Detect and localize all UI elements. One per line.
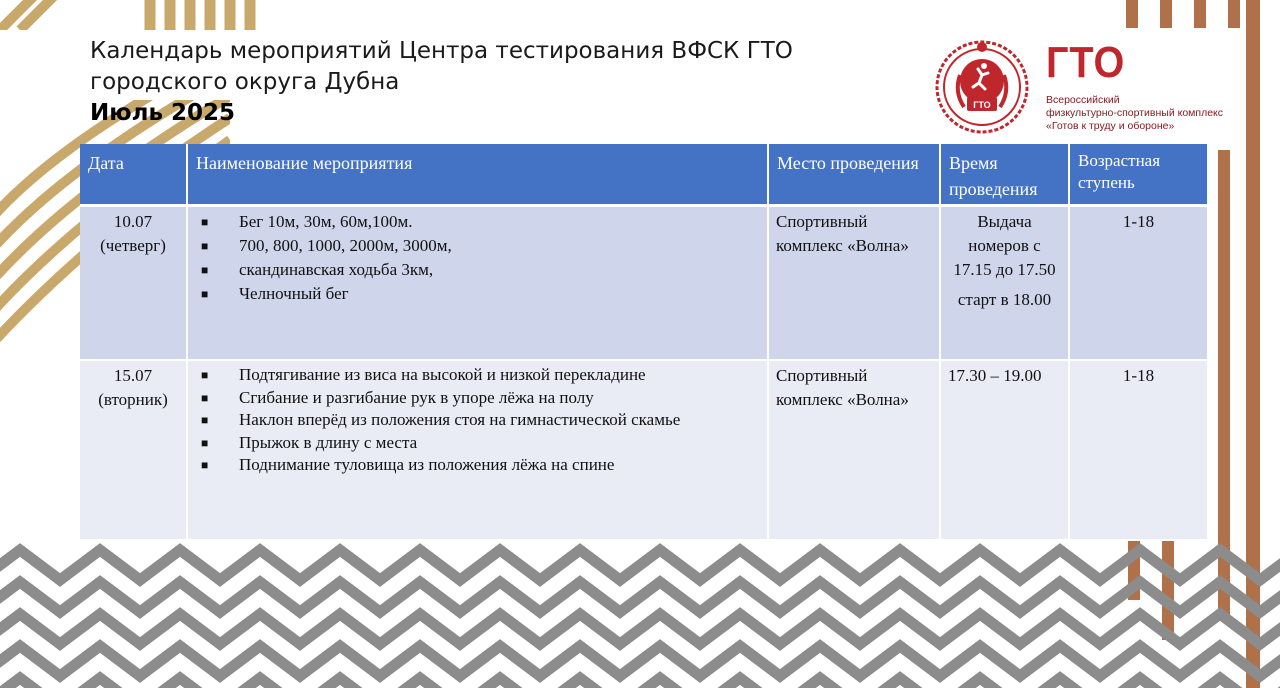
events-table	[80, 144, 1209, 541]
bullet-square-icon: ■	[201, 287, 209, 301]
gto-wordmark: ГТО	[1046, 38, 1126, 87]
list-item	[201, 432, 760, 455]
place-cell: Спортивный комплекс «Волна»	[768, 206, 940, 361]
bullet-square-icon: ■	[201, 263, 209, 277]
time-start: старт в 18.00	[957, 290, 1052, 309]
header-time: Время проведения	[940, 144, 1069, 206]
event-date: 15.07	[113, 366, 153, 385]
time-registration: Выдача номеров с 17.15 до 17.50	[953, 212, 1056, 279]
bullet-square-icon: ■	[201, 390, 209, 405]
bullet-square-icon: ■	[201, 239, 209, 253]
page-title	[90, 36, 810, 129]
title-month: Июль 2025	[90, 100, 236, 126]
event-item-text: Наклон вперёд из положения стоя на гимнастической скамье	[239, 410, 681, 429]
event-item-text: Челночный бег	[239, 284, 349, 303]
events-cell	[187, 360, 768, 540]
table-row	[80, 360, 1208, 540]
gto-logo	[1046, 40, 1246, 133]
event-item-text: Бег 10м, 30м, 60м,100м.	[239, 212, 413, 231]
bullet-square-icon: ■	[201, 413, 209, 427]
emblem-label: ГТО	[973, 100, 991, 110]
list-item	[201, 387, 760, 410]
gto-tagline-2: физкультурно-спортивный комплекс	[1046, 107, 1224, 119]
date-cell	[80, 360, 187, 540]
event-item-text: Прыжок в длину с места	[239, 432, 418, 452]
age-cell: 1-18	[1069, 206, 1208, 361]
event-weekday: (четверг)	[100, 236, 166, 255]
gto-tagline-1: Всероссийский	[1046, 94, 1120, 106]
time-range: 17.30 – 19.00	[948, 366, 1042, 385]
table-header-row	[80, 144, 1208, 206]
list-item	[201, 282, 760, 306]
date-cell	[80, 206, 187, 361]
event-item-text: скандинавская ходьба 3км,	[239, 260, 434, 279]
events-cell	[187, 206, 768, 361]
event-date: 10.07	[113, 212, 153, 231]
list-item	[201, 234, 760, 258]
title-line-2: городского округа Дубна	[90, 69, 400, 95]
list-item	[201, 258, 760, 282]
list-item	[201, 409, 760, 432]
event-item-text: Поднимание туловища из положения лёжа на спине	[239, 455, 615, 474]
bullet-square-icon: ■	[201, 368, 209, 382]
table-row	[80, 206, 1208, 361]
header-age: Возрастная ступень	[1069, 144, 1208, 206]
header-date: Дата	[80, 144, 187, 206]
time-cell	[940, 206, 1069, 361]
list-item	[201, 364, 760, 387]
bullet-square-icon: ■	[201, 458, 209, 472]
gto-tagline-3: «Готов к труду и обороне»	[1046, 120, 1175, 132]
gold-stripes-top	[0, 0, 250, 30]
title-line-1: Календарь мероприятий Центра тестирования ВФСК ГТО	[90, 38, 793, 64]
event-item-text: 700, 800, 1000, 2000м, 3000м,	[239, 236, 452, 255]
header-event-name: Наименование мероприятия	[187, 144, 768, 206]
zigzag-pattern-bottom	[0, 550, 1280, 688]
list-item	[201, 210, 760, 234]
place-cell: Спортивный комплекс «Волна»	[768, 360, 940, 540]
event-item-text: Сгибание и разгибание рук в упоре лёжа на полу	[239, 387, 594, 407]
gto-emblem-icon	[934, 37, 1030, 135]
time-cell	[940, 360, 1069, 540]
event-item-text: Подтягивание из виса на высокой и низкой перекладине	[239, 365, 646, 384]
event-weekday: (вторник)	[98, 390, 168, 409]
age-cell: 1-18	[1069, 360, 1208, 540]
bullet-square-icon: ■	[201, 435, 209, 450]
bullet-square-icon: ■	[201, 215, 209, 229]
list-item	[201, 454, 760, 477]
header-place: Место проведения	[768, 144, 940, 206]
